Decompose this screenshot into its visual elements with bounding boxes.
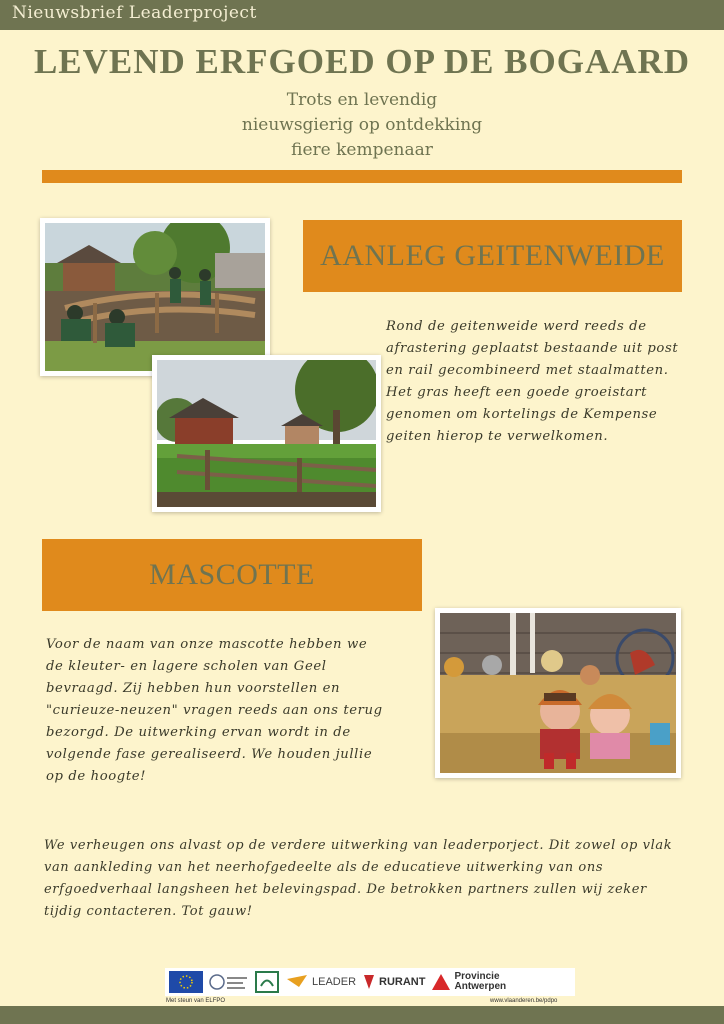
orange-divider (42, 170, 682, 183)
text-line: en rail gecombineerd met staalmatten. (386, 363, 669, 378)
text-line: We verheugen ons alvast op de verdere uitwerking van leaderporject. Dit zowel op vlak (44, 838, 673, 853)
text-line: op de hoogte! (46, 769, 147, 784)
text-line: bezorgd. De uitwerking ervan wordt in de (46, 725, 351, 740)
closing-text (44, 835, 672, 923)
province-logo-line-1: Provincie (454, 971, 500, 982)
section-heading: AANLEG GEITENWEIDE (320, 239, 665, 272)
leader-logo (285, 973, 356, 991)
provincie-antwerpen-logo (431, 972, 506, 992)
banner-aanleg-geitenweide (303, 220, 682, 292)
leader-logo-text: LEADER (312, 976, 357, 988)
text-line: van aankleding van het neerhofgedeelte als de educatieve uitwerking van ons (44, 860, 604, 875)
banner-mascotte (42, 539, 422, 611)
photo-finished-pasture (152, 355, 381, 512)
text-line: Rond de geitenweide werd reeds de (386, 319, 647, 334)
footer-note-right: www.vlaanderen.be/pdpo (490, 998, 558, 1004)
rurant-logo-text: RURANT (379, 976, 426, 988)
photo-mascot-puppets (435, 608, 681, 778)
province-logo-line-2: Antwerpen (454, 981, 507, 992)
text-line: tijdig contacteren. Tot gauw! (44, 904, 253, 919)
text-line: "curieuze-neuzen" vragen reeds aan ons terug (46, 703, 383, 718)
leader-badge-icon (255, 971, 279, 993)
footer-note-left: Met steun van ELFPO (166, 998, 226, 1004)
footer-bar (0, 1006, 724, 1024)
rurant-mark-icon (362, 973, 376, 991)
rural-development-icon (209, 971, 249, 993)
subtitle-line-1: Trots en levendig (286, 90, 438, 110)
province-triangle-icon (431, 973, 451, 991)
section2-text (46, 634, 383, 788)
text-line: erfgoedverhaal langsheen het belevingspad. De betrokken partners zullen wij zeker (44, 882, 647, 897)
text-line: genomen om kortelings de Kempense (386, 407, 658, 422)
subtitle-line-2: nieuwsgierig op ontdekking (241, 115, 483, 135)
text-line: geiten hierop te verwelkomen. (386, 429, 609, 444)
sponsor-logos (165, 968, 575, 996)
eu-flag-icon (169, 971, 203, 993)
text-line: Voor de naam van onze mascotte hebben we (46, 637, 368, 652)
text-line: bevraagd. Zij hebben hun voorstellen en (46, 681, 341, 696)
section1-text (386, 316, 678, 448)
section-heading: MASCOTTE (149, 558, 315, 591)
header-bar (0, 0, 724, 30)
text-line: de kleuter- en lagere scholen van Geel (46, 659, 327, 674)
text-line: volgende fase gerealiseerd. We houden jullie (46, 747, 373, 762)
rurant-logo (362, 973, 425, 991)
page-title: LEVEND ERFGOED OP DE BOGAARD (33, 42, 691, 81)
text-line: afrastering geplaatst bestaande uit post (386, 341, 679, 356)
text-line: Het gras heeft een goede groeistart (386, 385, 647, 400)
photo-fence-construction (40, 218, 270, 376)
newsletter-label: Nieuwsbrief Leaderproject (12, 3, 257, 23)
leader-wing-icon (285, 973, 309, 991)
subtitle-line-3: fiere kempenaar (291, 140, 433, 160)
